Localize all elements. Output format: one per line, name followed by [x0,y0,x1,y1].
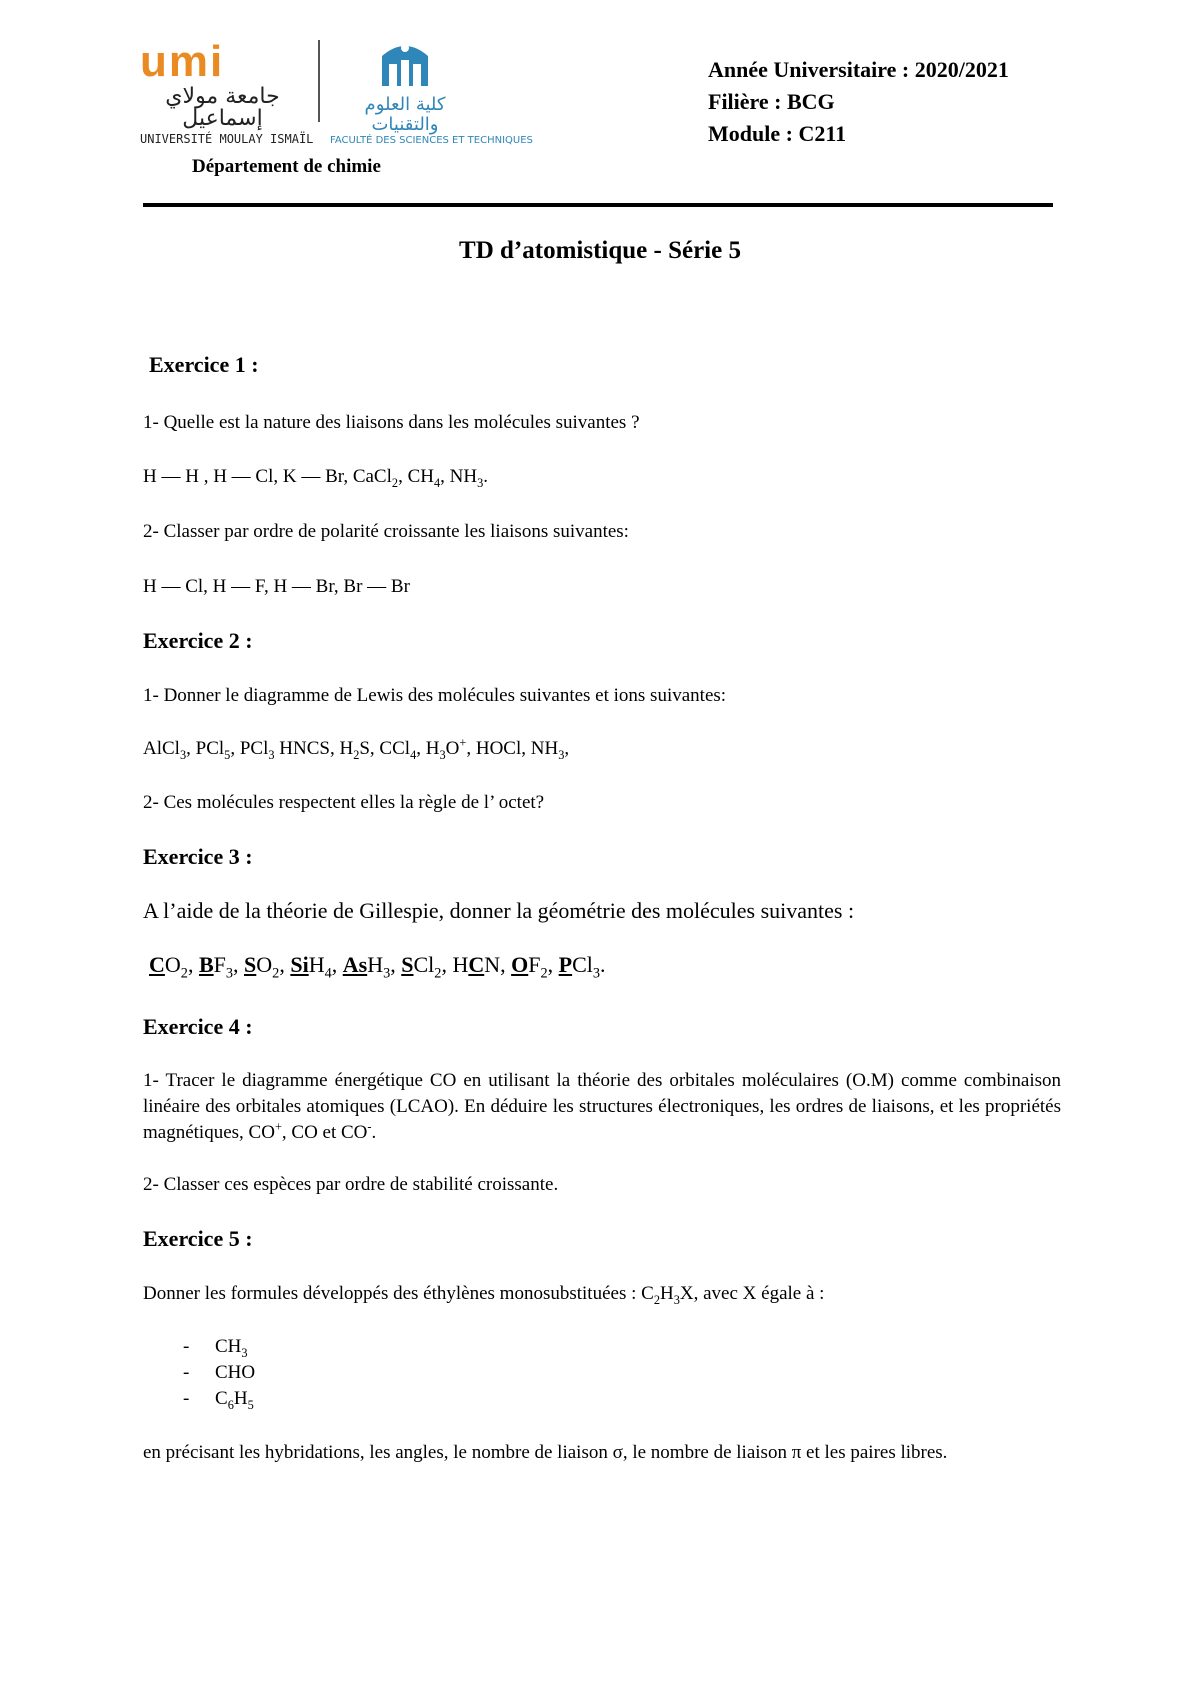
exercise-1-bonds: H — Cl, H — F, H — Br, Br — Br [143,576,410,597]
exercise-4-title: Exercice 4 : [143,1014,253,1039]
umi-logo-french: UNIVERSITÉ MOULAY ISMAÏL [140,132,314,146]
filiere: Filière : BCG [708,89,835,114]
academic-year: Année Universitaire : 2020/2021 [708,57,1009,82]
course-info [708,54,1009,150]
list-dash: - [183,1388,190,1409]
module: Module : C211 [708,121,847,146]
substituent-item-2 [183,1360,255,1386]
department-label: Département de chimie [192,156,381,177]
exercise-4-question-1-text: 1- Tracer le diagramme énergétique CO en utilisant la théorie des orbitales moléculaires (O.M) comme combinaison linéaire des orbitales atomiques (LCAO). En déduire les structures électroniques, les ordres de liaisons, et les propriétés magnétiques, [143,1070,1061,1143]
exercise-4-question-1: 1- Tracer le diagramme énergétique CO en utilisant la théorie des orbitales moléculaires (O.M) comme combinaison linéaire des orbitales atomiques (LCAO). En déduire les structures électroniques, les ordres de liaisons, et les propriétés magnétiques, CO+, CO et CO-. [143,1070,1061,1143]
substituent-item-3: - $C_6H_5$ [183,1388,254,1412]
exercise-2-molecules: AlCl$_3$, PCl$_5$, PCl$_3$ HNCS, $H_2S$, CCl$_4$, $H_3O^+$, HOCl, $NH_3$, [143,735,570,762]
fst-logo-arabic: كلية العلوم والتقنيات [364,94,446,135]
exercise-5-intro-end: , avec X égale à : [693,1283,825,1304]
exercise-1-molecules: H — H , H — Cl, K — Br, CaCl$_2$, $CH_4$, $NH_3$. [143,466,489,490]
exercise-2-title: Exercice 2 : [143,628,253,653]
substituent-item-2-text: CHO [215,1362,256,1383]
exercise-3-title: Exercice 3 : [143,844,253,869]
exercise-3-molecules: $CO_2$, $BF_3$, $SO_2$, SiH$_4$, AsH$_3$, SCl$_2$, HCN, $OF_2$, PCl$_3$. [149,952,606,982]
substituent-item-1: - $CH_3$ [183,1336,248,1360]
exercise-1-question-1: 1- Quelle est la nature des liaisons dans les molécules suivantes ? [143,412,640,433]
exercise-3-question: A l’aide de la théorie de Gillespie, donner la géométrie des molécules suivantes : [143,898,855,923]
exercise-2-question-1: 1- Donner le diagramme de Lewis des molécules suivantes et ions suivantes: [143,685,727,706]
header-rule [143,203,1053,207]
exercise-5-title: Exercice 5 : [143,1226,253,1251]
exercise-1-title: Exercice 1 : [149,352,259,377]
umi-logo [140,37,314,146]
list-dash: - [183,1336,190,1357]
umi-logo-word: umi [140,37,225,86]
exercise-4-question-2: 2- Classer ces espèces par ordre de stabilité croissante. [143,1174,559,1195]
page-title: TD d’atomistique - Série 5 [459,237,741,264]
logo-separator [318,40,320,122]
exercise-5-intro-text: Donner les formules développés des éthylènes monosubstituées : [143,1283,637,1304]
umi-logo-arabic: جامعة مولاي إسماعيل [165,84,280,131]
fst-logo-french: FACULTÉ DES SCIENCES ET TECHNIQUES [330,135,533,146]
fst-building-icon [376,34,434,88]
fst-logo [330,34,533,146]
exercise-1-question-2: 2- Classer par ordre de polarité croissante les liaisons suivantes: [143,521,629,542]
list-dash: - [183,1362,190,1383]
exercise-2-question-2: 2- Ces molécules respectent elles la règle de l’ octet? [143,792,545,813]
exercise-5-intro: Donner les formules développés des éthylènes monosubstituées : $C_2H_3X$, avec X égale à : [143,1283,825,1307]
exercise-5-outro: en précisant les hybridations, les angles, le nombre de liaison σ, le nombre de liaison π et les paires libres. [143,1442,948,1463]
